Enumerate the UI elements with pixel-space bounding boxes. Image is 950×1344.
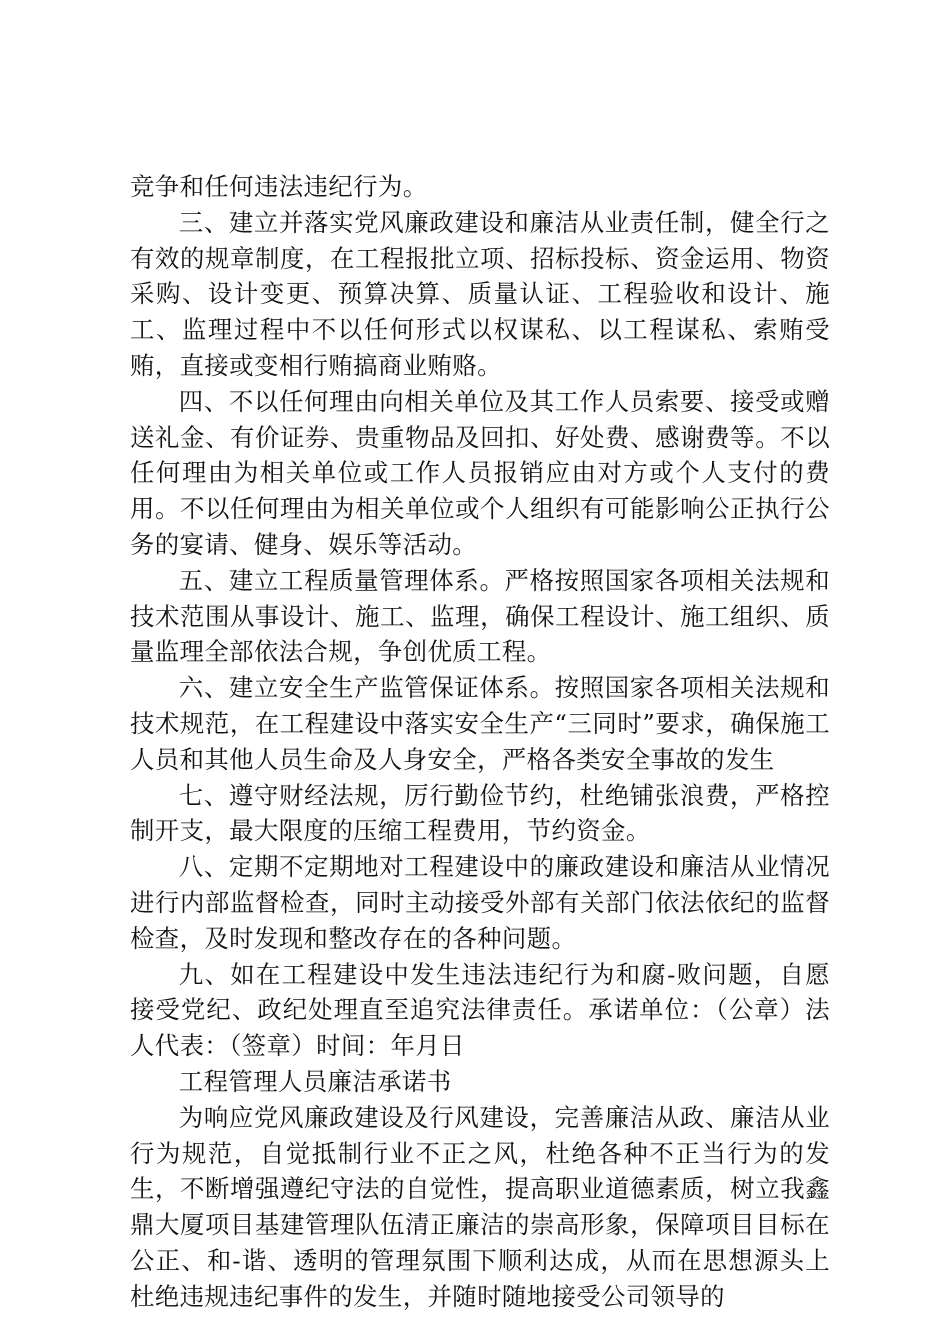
paragraph-clause-4: 四、不以任何理由向相关单位及其工作人员索要、接受或赠送礼金、有价证券、贵重物品及回扣、好处费、感谢费等。不以任何理由为相关单位或工作人员报销应由对方或个人支付的费用。不以任何理由为相关单位或个人组织有可能影响公正执行公务的宴请、健身、娱乐等活动。	[130, 386, 830, 559]
paragraph-clause-7: 七、遵守财经法规，厉行勤俭节约，杜绝铺张浪费，严格控制开支，最大限度的压缩工程费用，节约资金。	[130, 780, 830, 846]
paragraph-clause-8: 八、定期不定期地对工程建设中的廉政建设和廉洁从业情况进行内部监督检查，同时主动接受外部有关部门依法依纪的监督检查，及时发现和整改存在的各种问题。	[130, 852, 830, 953]
paragraph-clause-3: 三、建立并落实党风廉政建设和廉洁从业责任制，健全行之有效的规章制度，在工程报批立项、招标投标、资金运用、物资采购、设计变更、预算决算、质量认证、工程验收和设计、施工、监理过程中不以任何形式以权谋私、以工程谋私、索贿受贿，直接或变相行贿搞商业贿赂。	[130, 207, 830, 380]
document-body	[130, 169, 830, 1315]
paragraph-intro: 为响应党风廉政建设及行风建设，完善廉洁从政、廉洁从业行为规范，自觉抵制行业不正之风，杜绝各种不正当行为的发生，不断增强遵纪守法的自觉性，提高职业道德素质，树立我鑫鼎大厦项目基建管理队伍清正廉洁的崇高形象，保障项目目标在公正、和-谐、透明的管理氛围下顺利达成，从而在思想源头上杜绝违规违纪事件的发生，并随时随地接受公司领导的	[130, 1102, 830, 1311]
paragraph-continuation: 竞争和任何违法违纪行为。	[130, 172, 428, 201]
paragraph-clause-9: 九、如在工程建设中发生违法违纪行为和腐-败问题，自愿接受党纪、政纪处理直至追究法律责任。承诺单位：（公章）法人代表：（签章）时间：年月日	[130, 959, 830, 1061]
section-title: 工程管理人员廉洁承诺书	[178, 1066, 452, 1096]
paragraph-clause-5: 五、建立工程质量管理体系。严格按照国家各项相关法规和技术范围从事设计、施工、监理，确保工程设计、施工组织、质量监理全部依法合规，争创优质工程。	[130, 565, 830, 667]
paragraph-clause-6: 六、建立安全生产监管保证体系。按照国家各项相关法规和技术规范，在工程建设中落实安全生产“三同时”要求，确保施工人员和其他人员生命及人身安全，严格各类安全事故的发生	[130, 673, 830, 774]
